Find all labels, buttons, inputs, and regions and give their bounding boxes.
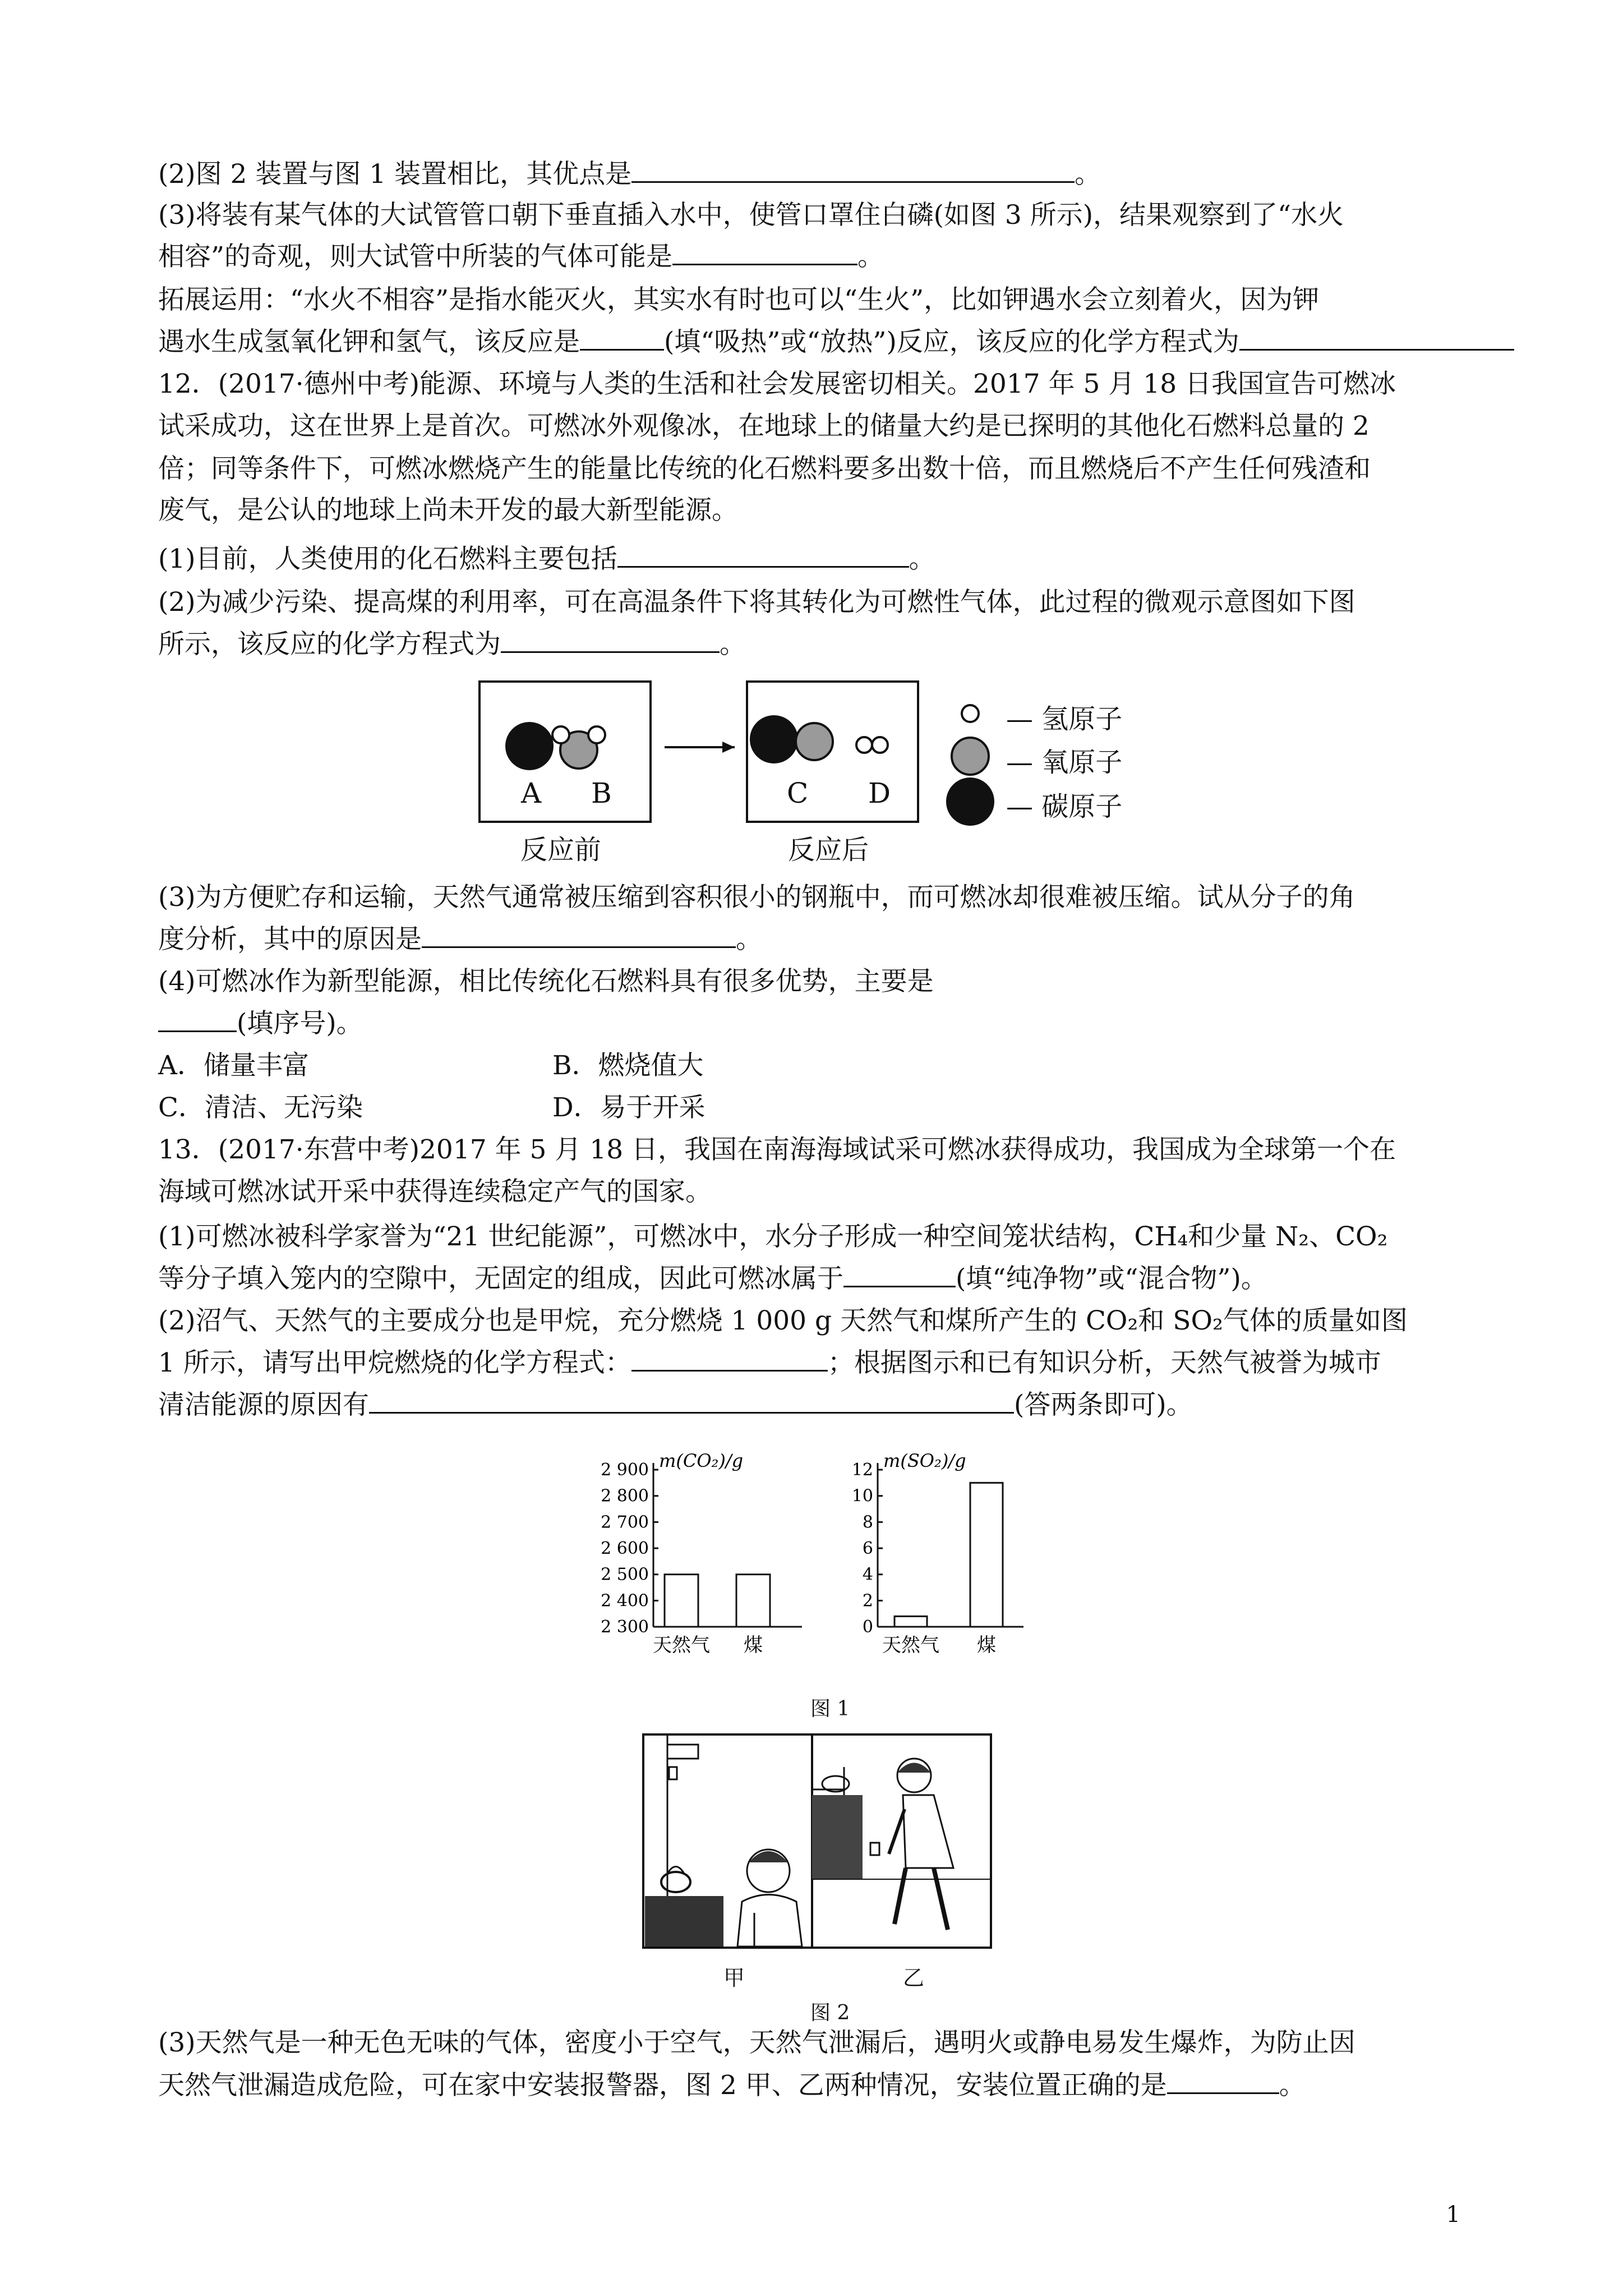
q12-stem-line4: 废气，是公认的地球上尚未开发的最大新型能源。 <box>158 495 738 526</box>
stove-yi <box>812 1795 863 1879</box>
label-B: B <box>591 777 612 809</box>
figure-1-caption: 图 1 <box>810 1697 850 1720</box>
chart-1-tick-label: 2 500 <box>601 1565 649 1585</box>
hydrogen-atom-D2 <box>872 737 888 753</box>
chart-2-bar <box>895 1616 927 1627</box>
label-D: D <box>868 777 891 809</box>
legend-hydrogen-label: — 氢原子 <box>1006 703 1123 735</box>
chart-2-category-label: 煤 <box>977 1634 996 1657</box>
legend-carbon-icon <box>946 777 994 826</box>
chart-1-tick-label: 2 900 <box>601 1460 649 1480</box>
answer-blank[interactable] <box>1239 326 1514 351</box>
chart-2-tick-label: 8 <box>862 1512 873 1533</box>
q11-part3-line1: (3)将装有某气体的大试管管口朝下垂直插入水中，使管口罩住白磷(如图 3 所示)，结果观察到了“水火 <box>158 200 1344 231</box>
chart-2-tick-label: 10 <box>851 1486 873 1506</box>
answer-blank[interactable] <box>672 241 857 265</box>
chart-1-tick-label: 2 300 <box>601 1617 649 1637</box>
option-C: C．清洁、无污染 <box>158 1092 363 1123</box>
q12-part4-line2: (填序号)。 <box>158 1007 363 1041</box>
alarm-yi-icon <box>870 1843 879 1855</box>
q12-part2-line1: (2)为减少污染、提高煤的利用率，可在高温条件下将其转化为可燃性气体，此过程的微观示意图如下图 <box>158 587 1355 618</box>
figure-2-label-yi: 乙 <box>903 1966 925 1990</box>
figure-2-caption: 图 2 <box>810 2001 850 2024</box>
figure-2-illustration <box>642 1733 995 1952</box>
legend-carbon-label: — 碳原子 <box>1006 791 1123 822</box>
chart-1-tick-label: 2 700 <box>601 1512 649 1533</box>
answer-blank[interactable] <box>1167 2070 1279 2094</box>
q12-stem-line1: 12．(2017·德州中考)能源、环境与人类的生活和社会发展密切相关。2017 年 5 月 18 日我国宣告可燃冰 <box>158 369 1396 399</box>
chart-2-tick-label: 0 <box>862 1617 873 1637</box>
answer-blank[interactable] <box>158 1008 237 1032</box>
q12-part3-line2: 度分析，其中的原因是 。 <box>158 924 762 955</box>
q11-part2-line: (2)图 2 装置与图 1 装置相比，其优点是 。 <box>158 159 1101 190</box>
chart-2-tick-label: 4 <box>862 1565 873 1585</box>
q12-stem-line2: 试采成功，这在世界上是首次。可燃冰外观像冰，在地球上的储量大约是已探明的其他化石燃料总量的 2 <box>158 411 1370 441</box>
hydrogen-atom-D1 <box>856 737 872 753</box>
oxygen-atom-C <box>796 723 833 760</box>
arrow-head-icon <box>722 742 735 753</box>
answer-blank[interactable] <box>617 544 909 568</box>
q12-part1-line: (1)目前，人类使用的化石燃料主要包括 。 <box>158 544 935 574</box>
chart-1-tick-label: 2 600 <box>601 1539 649 1558</box>
answer-blank[interactable] <box>631 159 1075 183</box>
chart-1-bar <box>665 1575 698 1627</box>
q12-part4-line1: (4)可燃冰作为新型能源，相比传统化石燃料具有很多优势，主要是 <box>158 966 934 997</box>
alarm-jia-icon <box>669 1767 677 1779</box>
chart-1-bar <box>736 1575 770 1627</box>
figure-1-charts <box>572 1447 1032 1688</box>
before-caption: 反应前 <box>520 834 602 866</box>
q13-part3-line2: 天然气泄漏造成危险，可在家中安装报警器，图 2 甲、乙两种情况，安装位置正确的是 。 <box>158 2070 1306 2101</box>
chart-1-tick-label: 2 400 <box>601 1591 649 1611</box>
q13-part3-line1: (3)天然气是一种无色无味的气体，密度小于空气，天然气泄漏后，遇明火或静电易发生爆炸，为防止因 <box>158 2027 1355 2058</box>
chart-1-category-label: 煤 <box>744 1634 763 1657</box>
legend-oxygen-label: — 氧原子 <box>1006 747 1123 778</box>
q11-extension-line2: 遇水生成氢氧化钾和氢气，该反应是 (填“吸热”或“放热”)反应，该反应的化学方程式为 <box>158 325 1514 359</box>
stove-jia <box>645 1896 723 1947</box>
q12-part2-line2: 所示，该反应的化学方程式为 。 <box>158 629 746 660</box>
hydrogen-atom-B2 <box>588 726 605 743</box>
q13-part1-line1: (1)可燃冰被科学家誉为“21 世纪能源”，可燃冰中，水分子形成一种空间笼状结构，CH₄和少量 N₂、CO₂ <box>158 1221 1388 1252</box>
carbon-atom-A <box>505 722 554 770</box>
q13-stem-line1: 13．(2017·东营中考)2017 年 5 月 18 日，我国在南海海域试采可燃冰获得成功，我国成为全球第一个在 <box>158 1134 1396 1165</box>
q12-part3-line1: (3)为方便贮存和运输，天然气通常被压缩到容积很小的钢瓶中，而可燃冰却很难被压缩。试从分子的角 <box>158 882 1355 913</box>
chart-1-category-label: 天然气 <box>653 1634 710 1657</box>
chart-2-tick-label: 12 <box>851 1460 873 1480</box>
label-A: A <box>521 777 542 809</box>
q13-part2-line2: 1 所示，请写出甲烷燃烧的化学方程式： ；根据图示和已有知识分析，天然气被誉为城市 <box>158 1347 1381 1378</box>
label-C: C <box>787 777 809 809</box>
after-caption: 反应后 <box>788 834 869 866</box>
option-A: A．储量丰富 <box>158 1050 309 1081</box>
page-number: 1 <box>1446 2202 1460 2228</box>
figure-2-label-jia: 甲 <box>723 1966 745 1990</box>
answer-blank[interactable] <box>369 1389 1014 1414</box>
chart-2-category-label: 天然气 <box>882 1634 939 1657</box>
carbon-atom-C <box>750 715 798 763</box>
q13-part1-line2: 等分子填入笼内的空隙中，无固定的组成，因此可燃冰属于 (填“纯净物”或“混合物”)。 <box>158 1263 1267 1294</box>
q11-part3-line2: 相容”的奇观，则大试管中所装的气体可能是 。 <box>158 241 884 272</box>
hydrogen-atom-B1 <box>552 726 569 743</box>
q12-stem-line3: 倍；同等条件下，可燃冰燃烧产生的能量比传统的化石燃料要多出数十倍，而且燃烧后不产生任何残渣和 <box>158 453 1371 484</box>
q13-part2-line3: 清洁能源的原因有 (答两条即可)。 <box>158 1389 1193 1420</box>
child-jia-body <box>737 1895 802 1947</box>
q13-stem-line2: 海域可燃冰试开采中获得连续稳定产气的国家。 <box>158 1176 712 1207</box>
option-D: D．易于开采 <box>552 1092 706 1123</box>
answer-blank[interactable] <box>422 924 736 948</box>
q13-part2-line1: (2)沼气、天然气的主要成分也是甲烷，充分燃烧 1 000 g 天然气和煤所产生的 CO₂和 SO₂气体的质量如图 <box>158 1305 1408 1336</box>
answer-blank[interactable] <box>580 326 664 351</box>
chart-1-ylabel: m(CO₂)/g <box>659 1450 744 1471</box>
chart-2-ylabel: m(SO₂)/g <box>883 1450 966 1471</box>
chart-2-tick-label: 6 <box>862 1539 873 1558</box>
answer-blank[interactable] <box>843 1263 956 1287</box>
q11-extension-line1: 拓展运用：“水火不相容”是指水能灭火，其实水有时也可以“生火”，比如钾遇水会立刻着火，因为钾 <box>158 284 1320 315</box>
option-B: B．燃烧值大 <box>552 1050 704 1081</box>
answer-blank[interactable] <box>631 1347 828 1372</box>
chart-1-tick-label: 2 800 <box>601 1486 649 1506</box>
legend-hydrogen-icon <box>962 705 979 722</box>
legend-oxygen-icon <box>952 738 989 775</box>
answer-blank[interactable] <box>501 629 720 653</box>
chart-2-tick-label: 2 <box>862 1591 873 1611</box>
chart-2-bar <box>970 1483 1003 1627</box>
